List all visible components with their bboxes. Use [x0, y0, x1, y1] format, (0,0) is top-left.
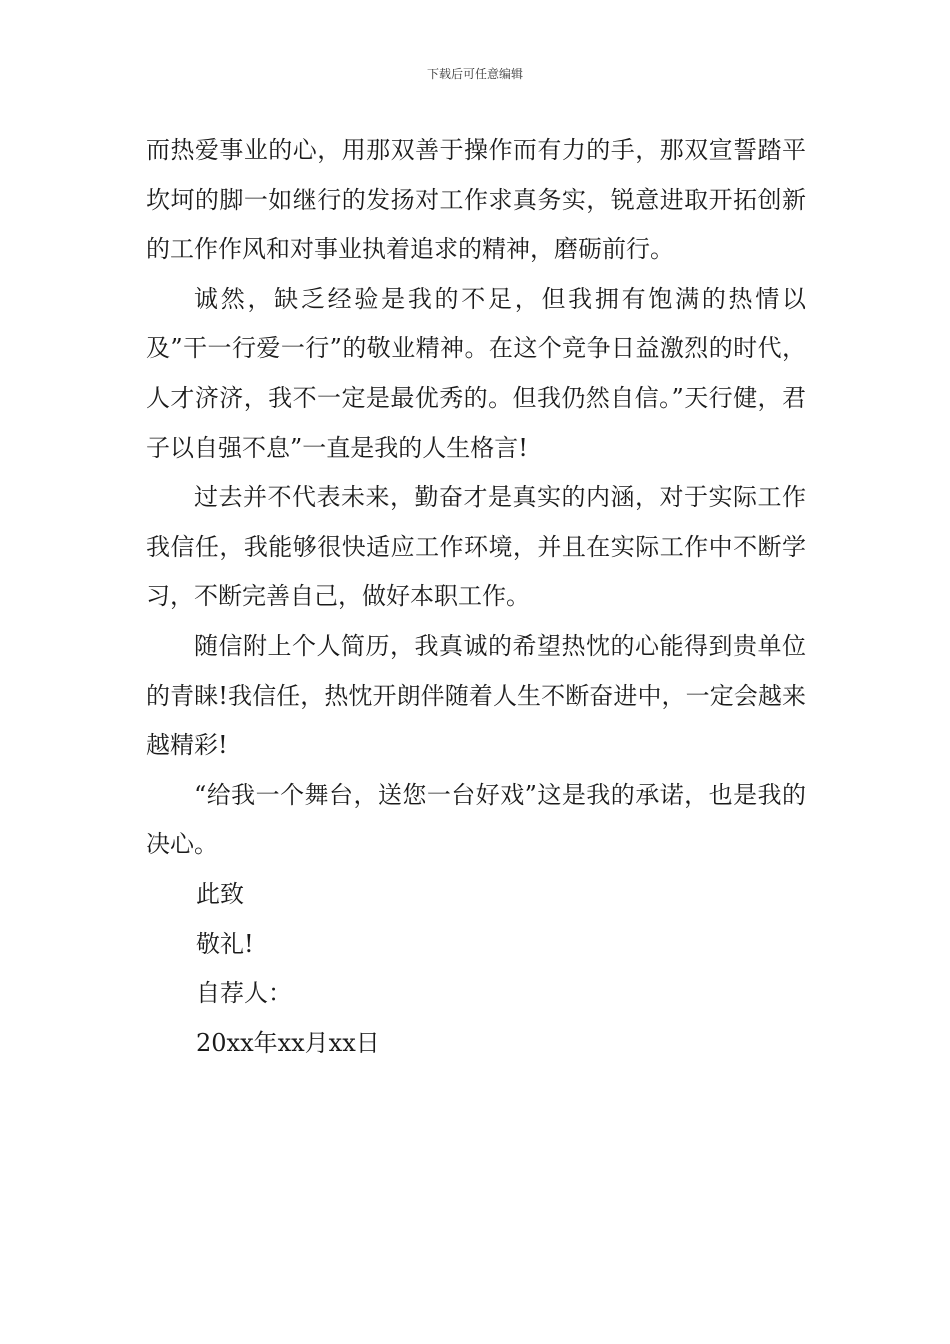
closing-salutation: 此致 — [196, 879, 244, 908]
paragraph-promise: “给我一个舞台，送您一台好戏”这是我的承诺，也是我的决心。 — [146, 780, 806, 859]
paragraph-resume: 随信附上个人简历，我真诚的希望热忱的心能得到贵单位的青睐!我信任，热忱开朗伴随着人生不断奋进中，一定会越来越精彩! — [146, 631, 806, 760]
page-header-note: 下载后可任意编辑 — [426, 67, 523, 81]
paragraph-inexperience: 诚然，缺乏经验是我的不足，但我拥有饱满的热情以及”干一行爱一行”的敬业精神。在这个竞争日益激烈的时代，人才济济，我不一定是最优秀的。但我仍然自信。”天行健，君子以自强不息”一直是我的人生格言! — [146, 284, 806, 462]
closing-regards: 敬礼! — [196, 929, 254, 958]
paragraph-future: 过去并不代表未来，勤奋才是真实的内涵，对于实际工作我信任，我能够很快适应工作环境，并且在实际工作中不断学习，不断完善自己，做好本职工作。 — [146, 483, 806, 611]
letter-date: 20xx年xx月xx日 — [196, 1028, 380, 1057]
letter-body — [146, 126, 806, 1068]
signer-label: 自荐人： — [196, 979, 292, 1008]
paragraph-continuation: 而热爱事业的心，用那双善于操作而有力的手，那双宣誓踏平坎坷的脚一如继行的发扬对工作求真务实，锐意进取开拓创新的工作作风和对事业执着追求的精神，磨砺前行。 — [146, 136, 806, 264]
